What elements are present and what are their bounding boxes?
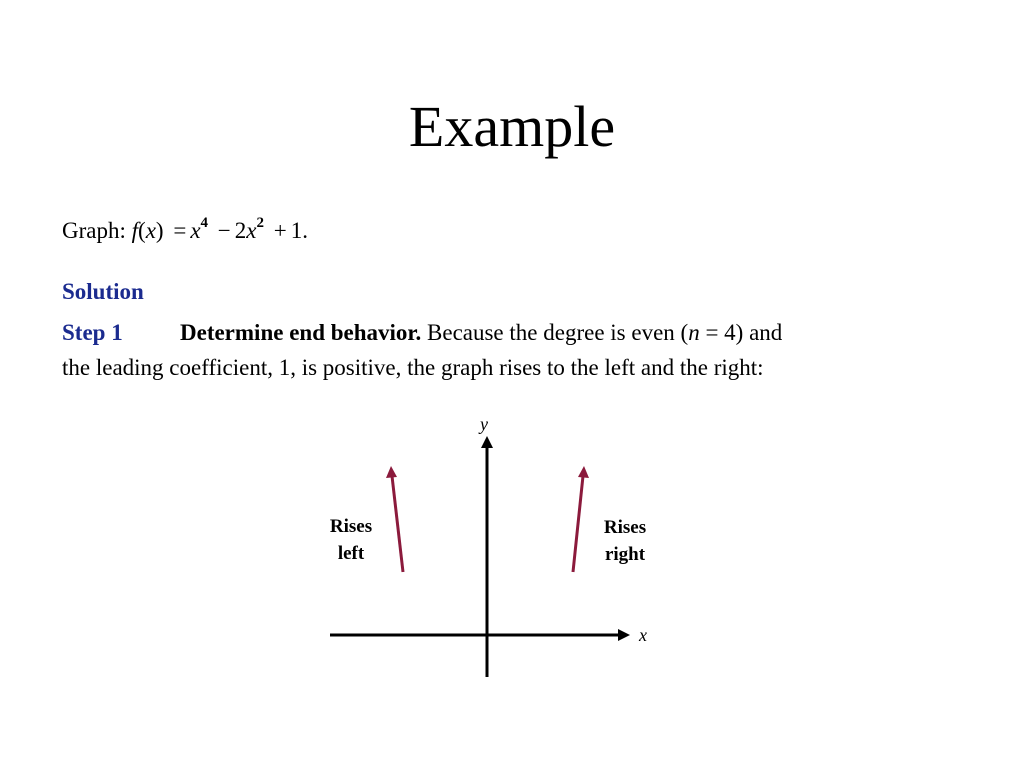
term2-coefficient: 2 bbox=[234, 218, 247, 243]
x-axis-label: x bbox=[639, 625, 647, 645]
term2-variable: x bbox=[246, 218, 257, 243]
term2-exponent: 2 bbox=[256, 215, 264, 232]
rises-right-label-line1: Rises bbox=[603, 517, 647, 538]
plus-sign: + bbox=[273, 218, 287, 243]
rises-left-arrow bbox=[392, 476, 403, 572]
function-name: f bbox=[131, 218, 139, 243]
function-paren-open: ( bbox=[138, 218, 146, 243]
minus-sign: − bbox=[217, 218, 231, 243]
y-axis-label: y bbox=[480, 414, 488, 434]
degree-value: = 4) and bbox=[699, 320, 783, 345]
constant-term: 1. bbox=[290, 218, 308, 243]
term1-variable: x bbox=[190, 218, 201, 243]
function-variable: x bbox=[145, 218, 156, 243]
degree-variable: n bbox=[688, 320, 700, 345]
rises-right-arrow bbox=[573, 476, 583, 572]
rises-left-arrowhead bbox=[386, 466, 397, 478]
step-title: Determine end behavior. bbox=[180, 320, 422, 345]
rises-right-label-line2: right bbox=[604, 544, 646, 565]
solution-heading: Solution bbox=[62, 279, 144, 304]
function-paren-close: ) bbox=[155, 218, 164, 243]
term1-exponent: 4 bbox=[200, 215, 209, 232]
problem-prefix: Graph: bbox=[62, 218, 126, 243]
x-axis-arrowhead bbox=[618, 629, 630, 641]
step-text-part2: the leading coefficient, 1, is positive, the graph rises to the left and the right: bbox=[62, 355, 764, 380]
equals-sign: = bbox=[173, 218, 187, 243]
y-axis-arrowhead bbox=[481, 436, 493, 448]
rises-left-label-line1: Rises bbox=[329, 516, 373, 537]
step-label: Step 1 bbox=[62, 320, 123, 345]
rises-left-label-line2: left bbox=[337, 543, 365, 564]
step-text-part1: Because the degree is even ( bbox=[421, 320, 689, 345]
slide-title: Example bbox=[408, 94, 616, 159]
rises-right-arrowhead bbox=[578, 466, 589, 478]
